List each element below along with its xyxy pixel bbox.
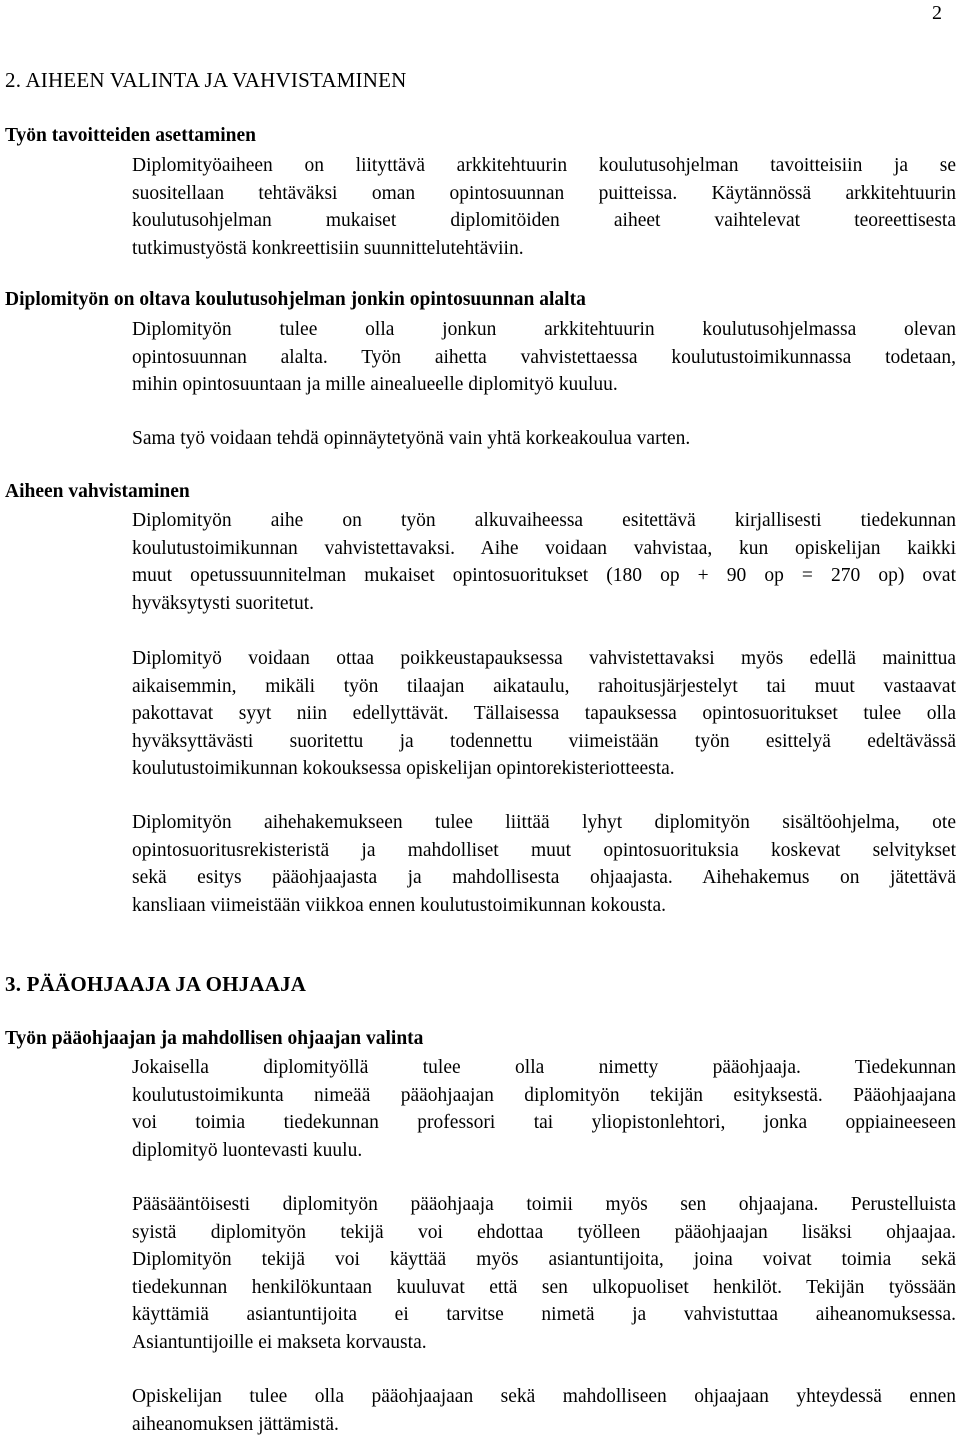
- page-number: 2: [932, 2, 942, 24]
- text-line: Asiantuntijoille ei makseta korvausta.: [132, 1331, 427, 1353]
- goals-paragraph: [5, 152, 956, 262]
- section-2-title: 2. AIHEEN VALINTA JA VAHVISTAMINEN: [5, 68, 407, 92]
- text-line: mihin opintosuuntaan ja mille ainealueelle diplomityö kuuluu.: [132, 374, 618, 395]
- text-line: Diplomityön tulee olla jonkun arkkitehtuurin koulutusohjelmassa olevan: [132, 319, 956, 340]
- text-line: koulutustoimikunnan vahvistettavaksi. Aihe voidaan vahvistaa, kun opiskelijan kaikki: [132, 537, 956, 559]
- text-line: Diplomityöaiheen on liityttävä arkkitehtuurin koulutusohjelman tavoitteisiin ja se: [132, 155, 956, 176]
- selection-paragraph-3: [132, 1383, 956, 1438]
- text-line: koulutustoimikunnan kokouksessa opiskelijan opintorekisteriotteesta.: [132, 758, 675, 779]
- approval-heading: Aiheen vahvistaminen: [5, 481, 190, 502]
- text-line: opintosuunnan alalta. Työn aihetta vahvistettaessa koulutustoimikunnassa todetaan,: [132, 346, 956, 368]
- text-line: käyttämiä asiantuntijoita ei tarvitse nimetä ja vahvistuttaa aiheanomuksessa.: [132, 1304, 956, 1325]
- text-line: aiheanomuksen jättämistä.: [132, 1413, 339, 1435]
- approval-paragraph-2: [132, 645, 956, 783]
- text-line: Pääsääntöisesti diplomityön pääohjaaja toimii myös sen ohjaajana. Perustelluista: [132, 1194, 956, 1215]
- text-line: pakottavat syyt niin edellyttävät. Tällaisessa tapauksessa opintosuoritukset tulee olla: [132, 703, 956, 724]
- text-line: Diplomityön aihehakemukseen tulee liittää lyhyt diplomityön sisältöohjelma, ote: [132, 812, 956, 833]
- field-heading: Diplomityön on oltava koulutusohjelman jonkin opintosuunnan alalta: [5, 289, 586, 310]
- text-line: Sama työ voidaan tehdä opinnäytetyönä vain yhtä korkeakoulua varten.: [132, 428, 691, 449]
- field-paragraph-1: [132, 316, 956, 399]
- text-line: voi toimia tiedekunnan professori tai yliopistonlehtori, jonka oppiaineeseen: [132, 1112, 956, 1133]
- text-line: sekä esitys pääohjaajasta ja mahdollisesta ohjaajasta. Aihehakemus on jätettävä: [132, 867, 956, 888]
- field-paragraph-2: [132, 425, 956, 453]
- selection-paragraph-1: [132, 1054, 956, 1164]
- text-line: Diplomityön aihe on työn alkuvaiheessa esitettävä kirjallisesti tiedekunnan: [132, 510, 956, 531]
- text-line: muut opetussuunnitelman mukaiset opintosuoritukset (180 op + 90 op = 270 op) ovat: [132, 565, 956, 586]
- text-line: tutkimustyöstä konkreettisiin suunnittelutehtäviin.: [132, 237, 524, 259]
- text-line: tiedekunnan henkilökuntaan kuuluvat että sen ulkopuoliset henkilöt. Tekijän työssään: [132, 1276, 956, 1298]
- text-line: Diplomityö voidaan ottaa poikkeustapauksessa vahvistettavaksi myös edellä mainittua: [132, 648, 956, 669]
- approval-paragraph-3: [132, 809, 956, 919]
- text-line: Diplomityön tekijä voi käyttää myös asiantuntijoita, joina voivat toimia sekä: [132, 1249, 956, 1270]
- approval-paragraph-1: [132, 507, 956, 617]
- text-line: kansliaan viimeistään viikkoa ennen koulutustoimikunnan kokousta.: [132, 894, 666, 916]
- text-line: aikaisemmin, mikäli työn tilaajan aikataulu, rahoitusjärjestelyt tai muut vastaavat: [132, 675, 956, 697]
- text-line: Jokaisella diplomityöllä tulee olla nimetty pääohjaaja. Tiedekunnan: [132, 1057, 956, 1078]
- text-line: Opiskelijan tulee olla pääohjaajaan sekä mahdolliseen ohjaajaan yhteydessä ennen: [132, 1386, 956, 1407]
- text-line: koulutustoimikunta nimeää pääohjaajan diplomityön tekijän esityksestä. Pääohjaajana: [132, 1084, 956, 1106]
- text-line: diplomityö luontevasti kuulu.: [132, 1139, 363, 1161]
- text-line: suositellaan tehtäväksi oman opintosuunnan puitteissa. Käytännössä arkkitehtuurin: [132, 182, 956, 204]
- section-3-title: 3. PÄÄOHJAAJA JA OHJAAJA: [5, 972, 307, 996]
- text-line: syistä diplomityön tekijä voi ehdottaa työlleen pääohjaajan lisäksi ohjaajaa.: [132, 1221, 956, 1243]
- text-line: opintosuoritusrekisteristä ja mahdolliset muut opintosuorituksia koskevat selvitykset: [132, 839, 956, 861]
- text-line: koulutusohjelman mukaiset diplomitöiden aiheet vaihtelevat teoreettisesta: [132, 210, 956, 231]
- goals-heading: Työn tavoitteiden asettaminen: [5, 125, 256, 146]
- selection-heading: Työn pääohjaajan ja mahdollisen ohjaajan valinta: [5, 1028, 424, 1049]
- text-line: hyväksytysti suoritetut.: [132, 592, 314, 614]
- text-line: hyväksyttävästi suoritettu ja todennettu viimeistään työn esittelyä edeltävässä: [132, 730, 956, 752]
- selection-paragraph-2: [132, 1191, 956, 1356]
